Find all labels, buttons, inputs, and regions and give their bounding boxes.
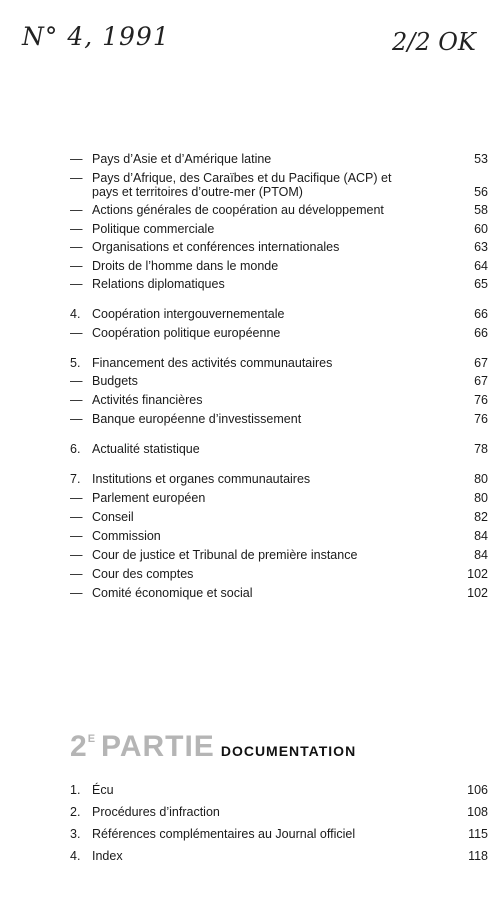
entry-page-number: 80 bbox=[474, 491, 488, 505]
entry-page-number: 56 bbox=[474, 185, 488, 199]
entry-page-number: 78 bbox=[474, 442, 488, 456]
entry-title: Coopération intergouvernementale bbox=[92, 307, 285, 321]
entry-title: Procédures d’infraction bbox=[92, 805, 220, 819]
entry-dash: — bbox=[70, 222, 83, 236]
entry-title: Commission bbox=[92, 529, 161, 543]
entry-page-number: 118 bbox=[468, 849, 488, 863]
entry-title: Comité économique et social bbox=[92, 586, 253, 600]
entry-dash: — bbox=[70, 171, 83, 185]
toc-entry bbox=[70, 548, 488, 562]
toc-entry bbox=[70, 307, 488, 321]
toc-entry bbox=[70, 586, 488, 600]
entry-number: 3. bbox=[70, 827, 81, 841]
entry-page-number: 76 bbox=[474, 393, 488, 407]
entry-page-number: 84 bbox=[474, 548, 488, 562]
toc-entry bbox=[70, 326, 488, 340]
entry-title: Pays d’Asie et d’Amérique latine bbox=[92, 152, 272, 166]
entry-title: Activités financières bbox=[92, 393, 203, 407]
entry-page-number: 102 bbox=[467, 567, 488, 581]
part-number: 2 bbox=[70, 730, 88, 763]
entry-title: Politique commerciale bbox=[92, 222, 215, 236]
entry-dash: — bbox=[70, 152, 83, 166]
part-word: PARTIE bbox=[101, 730, 215, 763]
entry-page-number: 60 bbox=[474, 222, 488, 236]
entry-page-number: 84 bbox=[474, 529, 488, 543]
toc-entry bbox=[70, 412, 488, 426]
entry-page-number: 66 bbox=[474, 326, 488, 340]
entry-page-number: 53 bbox=[474, 152, 488, 166]
entry-page-number: 64 bbox=[474, 259, 488, 273]
toc-entry bbox=[70, 510, 488, 524]
entry-title: Organisations et conférences internationales bbox=[92, 240, 340, 254]
toc-entry bbox=[70, 393, 488, 407]
entry-page-number: 80 bbox=[474, 472, 488, 486]
toc-entry bbox=[70, 442, 488, 456]
entry-dash: — bbox=[70, 240, 83, 254]
entry-title: Écu bbox=[92, 783, 114, 797]
entry-title: Actualité statistique bbox=[92, 442, 200, 456]
toc-entry bbox=[70, 277, 488, 291]
entry-page-number: 66 bbox=[474, 307, 488, 321]
toc-entry bbox=[70, 827, 488, 841]
entry-page-number: 65 bbox=[474, 277, 488, 291]
toc-entry bbox=[70, 783, 488, 797]
entry-title: Cour de justice et Tribunal de première instance bbox=[92, 548, 358, 562]
entry-title: Coopération politique européenne bbox=[92, 326, 281, 340]
entry-page-number: 67 bbox=[474, 356, 488, 370]
toc-entry bbox=[70, 240, 488, 254]
entry-page-number: 115 bbox=[468, 827, 488, 841]
entry-title: Banque européenne d’investissement bbox=[92, 412, 302, 426]
part-title: DOCUMENTATION bbox=[220, 743, 357, 759]
entry-title: Institutions et organes communautaires bbox=[92, 472, 311, 486]
entry-title: Parlement européen bbox=[92, 491, 206, 505]
entry-number: 6. bbox=[70, 442, 81, 456]
entry-dash: — bbox=[70, 412, 83, 426]
entry-page-number: 106 bbox=[467, 783, 488, 797]
entry-page-number: 67 bbox=[474, 374, 488, 388]
toc-entry bbox=[70, 259, 488, 273]
entry-title: Cour des comptes bbox=[92, 567, 194, 581]
entry-dash: — bbox=[70, 259, 83, 273]
entry-dash: — bbox=[70, 491, 83, 505]
entry-page-number: 102 bbox=[467, 586, 488, 600]
entry-page-number: 82 bbox=[474, 510, 488, 524]
toc-entry bbox=[70, 356, 488, 370]
entry-title: Pays d’Afrique, des Caraïbes et du Pacifique (ACP) et pays et territoires d’outre-mer (PTOM) bbox=[92, 171, 392, 199]
toc-entry bbox=[70, 491, 488, 505]
entry-page-number: 76 bbox=[474, 412, 488, 426]
entry-dash: — bbox=[70, 586, 83, 600]
entry-title: Index bbox=[92, 849, 123, 863]
toc-entry bbox=[70, 171, 488, 199]
toc-entry bbox=[70, 203, 488, 217]
part-two-heading bbox=[70, 730, 356, 764]
entry-number: 2. bbox=[70, 805, 81, 819]
entry-dash: — bbox=[70, 374, 83, 388]
entry-title: Conseil bbox=[92, 510, 134, 524]
toc-entry bbox=[70, 472, 488, 486]
toc-entry bbox=[70, 567, 488, 581]
entry-title: Droits de l’homme dans le monde bbox=[92, 259, 279, 273]
entry-dash: — bbox=[70, 548, 83, 562]
entry-page-number: 63 bbox=[474, 240, 488, 254]
entry-title: Références complémentaires au Journal officiel bbox=[92, 827, 356, 841]
toc-entry bbox=[70, 152, 488, 166]
toc-entry bbox=[70, 222, 488, 236]
toc-entry bbox=[70, 374, 488, 388]
entry-title: Financement des activités communautaires bbox=[92, 356, 333, 370]
handwritten-page-note: 2/2 OK bbox=[392, 28, 476, 56]
entry-title: Budgets bbox=[92, 374, 138, 388]
entry-title: Actions générales de coopération au développement bbox=[92, 203, 384, 217]
entry-number: 5. bbox=[70, 356, 81, 370]
entry-number: 7. bbox=[70, 472, 81, 486]
entry-page-number: 58 bbox=[474, 203, 488, 217]
entry-dash: — bbox=[70, 326, 83, 340]
entry-dash: — bbox=[70, 510, 83, 524]
entry-dash: — bbox=[70, 203, 83, 217]
toc-entry bbox=[70, 805, 488, 819]
entry-dash: — bbox=[70, 393, 83, 407]
entry-number: 4. bbox=[70, 307, 81, 321]
entry-number: 4. bbox=[70, 849, 81, 863]
part-number-superscript: E bbox=[87, 733, 96, 745]
entry-dash: — bbox=[70, 529, 83, 543]
toc-entry bbox=[70, 529, 488, 543]
entry-dash: — bbox=[70, 567, 83, 581]
entry-title: Relations diplomatiques bbox=[92, 277, 225, 291]
entry-dash: — bbox=[70, 277, 83, 291]
entry-number: 1. bbox=[70, 783, 81, 797]
toc-entry bbox=[70, 849, 488, 863]
entry-page-number: 108 bbox=[467, 805, 488, 819]
handwritten-issue-note: N° 4, 1991 bbox=[22, 22, 170, 51]
